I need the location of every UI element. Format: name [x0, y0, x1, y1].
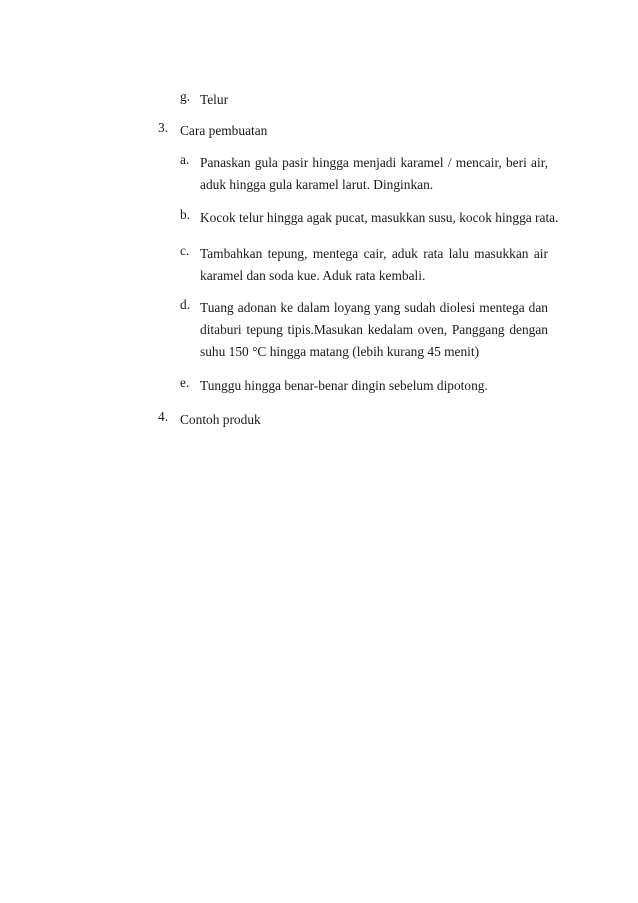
step-marker: c.: [180, 243, 190, 258]
section-heading-text: Contoh produk: [180, 412, 261, 427]
step-marker: d.: [180, 297, 191, 312]
step-marker: e.: [180, 375, 190, 390]
section-number: 4.: [158, 409, 169, 424]
step-text: Tambahkan tepung, mentega cair, aduk rata lalu masukkan air karamel dan soda kue. Aduk rata kembali.: [200, 246, 548, 283]
step-marker: a.: [180, 152, 190, 167]
section-number: 3.: [158, 120, 169, 135]
list-marker: g.: [180, 89, 191, 104]
step-text: Tuang adonan ke dalam loyang yang sudah diolesi mentega dan ditaburi tepung tipis.Masukan kedalam oven, Panggang dengan suhu 150 °C hingga matang (lebih kurang 45 menit): [200, 300, 548, 359]
step-text: Kocok telur hingga agak pucat, masukkan susu, kocok hingga rata.: [200, 210, 559, 225]
step-marker: b.: [180, 207, 191, 222]
section-heading-text: Cara pembuatan: [180, 123, 268, 138]
step-text: Tunggu hingga benar-benar dingin sebelum dipotong.: [200, 378, 488, 393]
step-text: Panaskan gula pasir hingga menjadi karamel / mencair, beri air, aduk hingga gula karamel larut. Dinginkan.: [200, 155, 548, 192]
list-item-text: Telur: [200, 92, 229, 107]
